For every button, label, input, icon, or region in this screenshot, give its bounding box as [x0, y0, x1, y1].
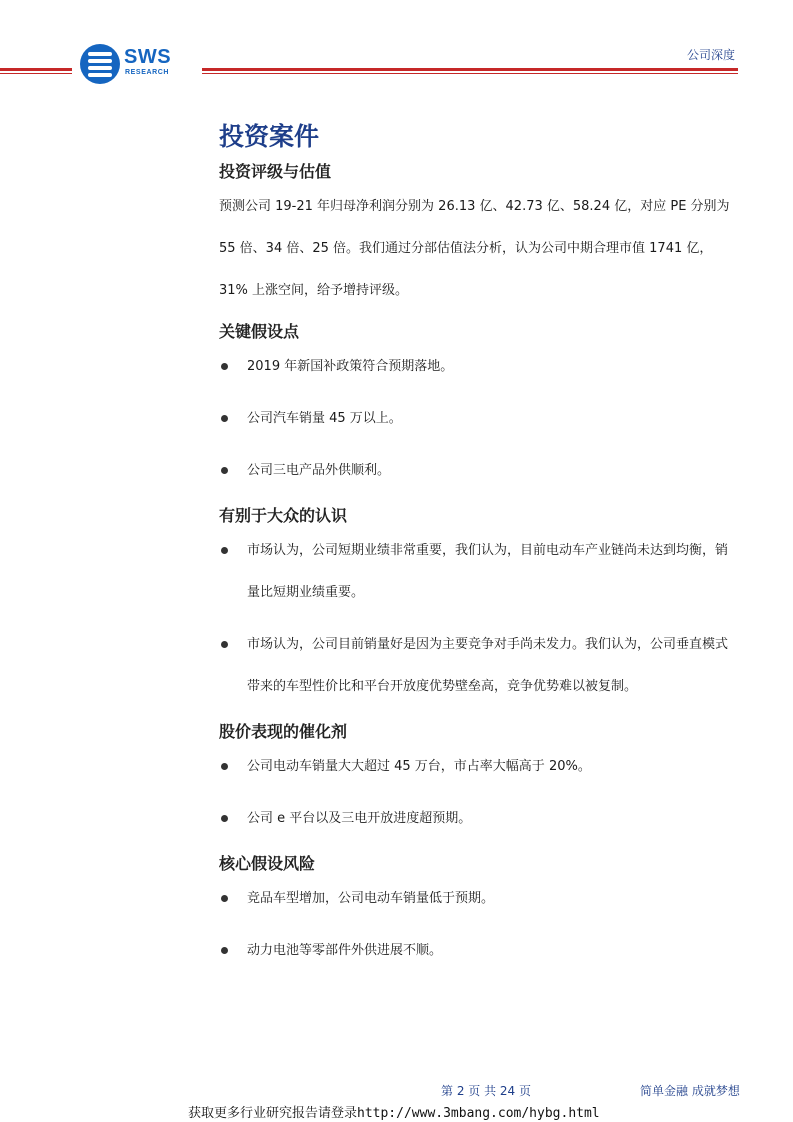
- bullet-list: [219, 530, 739, 708]
- list-item-text: 公司三电产品外供顺利。: [247, 463, 391, 478]
- bullet-list: [219, 878, 739, 972]
- list-item-text: 市场认为，公司目前销量好是因为主要竞争对手尚未发力。我们认为，公司垂直模式带来的车型性价比和平台开放度优势壁垒高，竞争优势难以被复制。: [247, 637, 729, 694]
- bullet-list: [219, 346, 739, 492]
- list-item: [219, 798, 739, 840]
- bullet-icon: [221, 363, 228, 370]
- report-type-label: 公司深度: [687, 48, 736, 62]
- header-rule-left: [0, 68, 72, 71]
- section-risks: [219, 850, 739, 972]
- list-item: [219, 530, 739, 614]
- main-content: [219, 118, 739, 982]
- list-item-text: 市场认为，公司短期业绩非常重要，我们认为，目前电动车产业链尚未达到均衡，销量比短期业绩重要。: [247, 543, 729, 600]
- bullet-icon: [221, 467, 228, 474]
- section-heading: 关键假设点: [219, 322, 300, 341]
- list-item-text: 公司汽车销量 45 万以上。: [247, 411, 402, 426]
- list-item-text: 公司 e 平台以及三电开放进度超预期。: [247, 811, 472, 826]
- section-different-view: [219, 502, 739, 708]
- section-heading: 有别于大众的认识: [219, 506, 348, 525]
- list-item-text: 2019 年新国补政策符合预期落地。: [247, 359, 454, 374]
- bullet-icon: [221, 763, 228, 770]
- footer-slogan: 简单金融 成就梦想: [640, 1084, 740, 1098]
- bullet-icon: [221, 641, 228, 648]
- header-rule-right-thin: [202, 73, 738, 74]
- list-item: [219, 398, 739, 440]
- list-item: [219, 746, 739, 788]
- list-item-text: 竞品车型增加，公司电动车销量低于预期。: [247, 891, 495, 906]
- page-title: 投资案件: [219, 122, 320, 151]
- list-item-text: 公司电动车销量大大超过 45 万台，市占率大幅高于 20%。: [247, 759, 591, 774]
- bullet-list: [219, 746, 739, 840]
- footer-link[interactable]: 获取更多行业研究报告请登录http://www.3mbang.com/hybg.html: [188, 1106, 600, 1121]
- bullet-icon: [221, 815, 228, 822]
- logo-subtext: RESEARCH: [125, 69, 170, 76]
- section-catalysts: [219, 718, 739, 840]
- header-rule-right: [202, 68, 738, 71]
- bullet-icon: [221, 415, 228, 422]
- list-item: [219, 878, 739, 920]
- section-key-assumptions: [219, 318, 739, 492]
- page-number: 第 2 页 共 24 页: [441, 1084, 531, 1098]
- header-rule-left-thin: [0, 73, 72, 74]
- bullet-icon: [221, 895, 228, 902]
- sws-logo: [80, 44, 190, 84]
- section-heading: 投资评级与估值: [219, 162, 332, 181]
- section-valuation: [219, 158, 739, 312]
- logo-text: SWS: [124, 46, 172, 68]
- valuation-paragraph: 预测公司 19-21 年归母净利润分别为 26.13 亿、42.73 亿、58.24 亿，对应 PE 分别为 55 倍、34 倍、25 倍。我们通过分部估值法分析，认为公司中期合理市值 1741 亿，31% 上涨空间，给予增持评级。: [219, 199, 730, 298]
- list-item: [219, 624, 739, 708]
- section-heading: 核心假设风险: [219, 854, 316, 873]
- list-item: [219, 930, 739, 972]
- section-heading: 股价表现的催化剂: [219, 722, 348, 741]
- bullet-icon: [221, 947, 228, 954]
- bullet-icon: [221, 547, 228, 554]
- list-item: [219, 450, 739, 492]
- list-item-text: 动力电池等零部件外供进展不顺。: [247, 943, 443, 958]
- list-item: [219, 346, 739, 388]
- sws-logo-mark-icon: [80, 44, 120, 84]
